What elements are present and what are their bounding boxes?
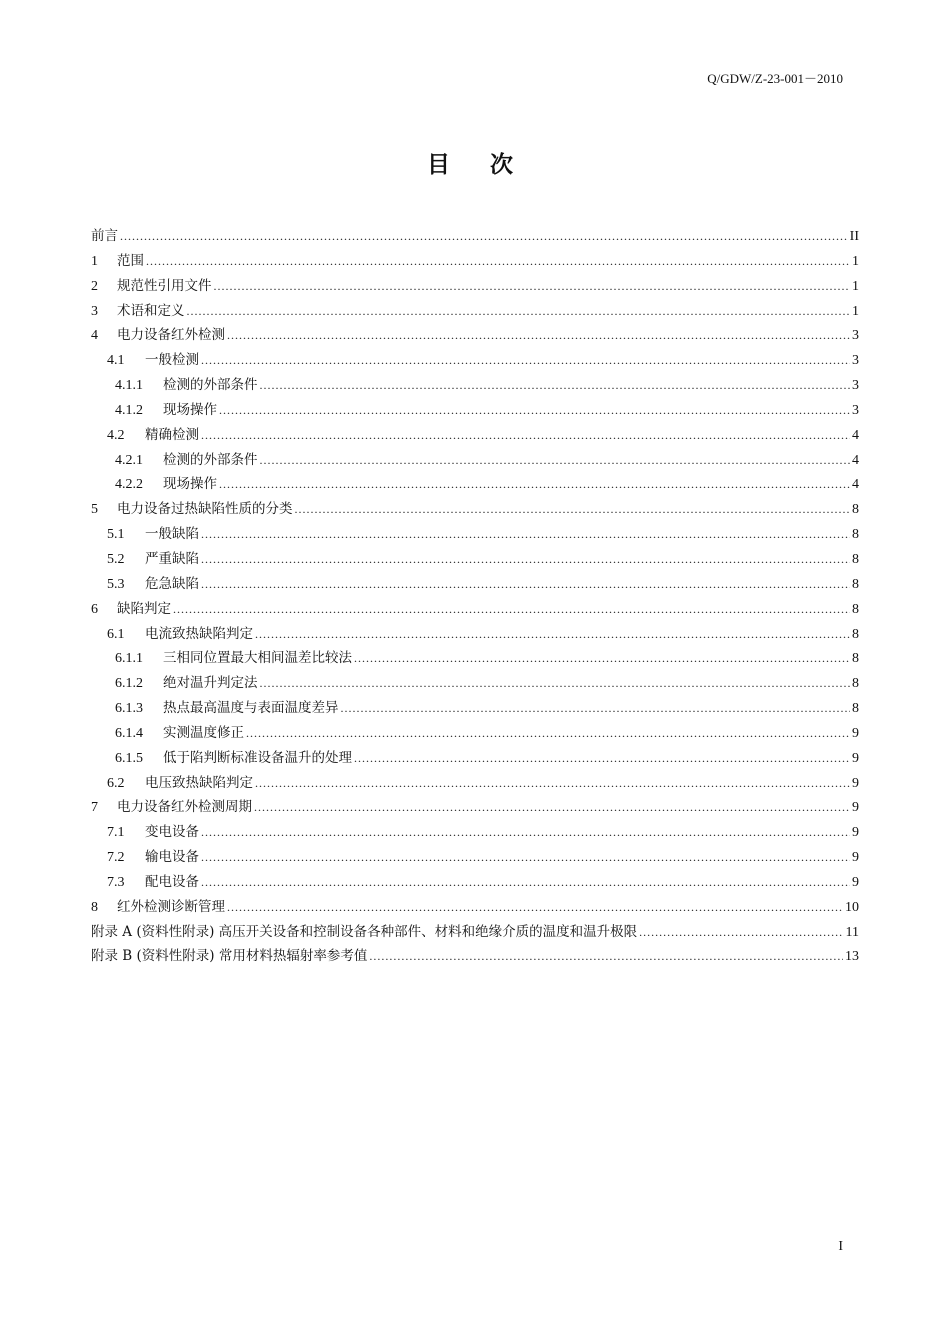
document-code: Q/GDW/Z-23-001－2010 <box>707 71 843 86</box>
toc-entry-page: 9 <box>852 825 859 841</box>
toc-entry-page: 8 <box>852 626 859 642</box>
toc-entry-label: 检测的外部条件 <box>163 377 258 394</box>
dot-leader <box>201 845 850 870</box>
toc-entry-number: 5.2 <box>107 551 125 567</box>
toc-entry-label: 现场操作 <box>163 476 217 493</box>
toc-entry[interactable] <box>91 795 859 820</box>
toc-entry[interactable] <box>91 597 859 622</box>
toc-entry-number: 4.2 <box>107 427 125 443</box>
toc-entry-label: 低于陷判断标准设备温升的处理 <box>163 749 352 766</box>
dot-leader <box>639 920 843 945</box>
dot-leader <box>254 795 850 820</box>
toc-entry-label: 现场操作 <box>163 401 217 418</box>
toc-entry-label: 电压致热缺陷判定 <box>145 774 253 791</box>
dot-leader <box>255 771 850 796</box>
toc-entry-number: 5.1 <box>107 527 125 543</box>
dot-leader <box>341 696 851 721</box>
toc-entry-number: 4 <box>91 328 98 344</box>
toc-entry-label: 术语和定义 <box>117 302 185 319</box>
toc-entry[interactable] <box>91 845 859 870</box>
toc-entry[interactable] <box>91 323 859 348</box>
toc-entry[interactable] <box>91 944 859 969</box>
toc-entry-number: 6.1.2 <box>115 676 143 692</box>
toc-entry-number: 4.1 <box>107 353 125 369</box>
toc-entry[interactable] <box>91 497 859 522</box>
toc-entry-page: 8 <box>852 701 859 717</box>
toc-entry[interactable] <box>91 472 859 497</box>
toc-entry-label: 电力设备红外检测 <box>117 327 225 344</box>
toc-entry-number: 6.1.4 <box>115 725 143 741</box>
toc-entry[interactable] <box>91 423 859 448</box>
toc-entry-page: 8 <box>852 576 859 592</box>
toc-entry-number: 7.2 <box>107 850 125 866</box>
toc-entry-page: 1 <box>852 253 859 269</box>
toc-entry-page: 9 <box>852 874 859 890</box>
toc-entry-number: 1 <box>91 253 98 269</box>
toc-entry-label: 热点最高温度与表面温度差异 <box>163 700 339 717</box>
toc-entry-label: 范围 <box>117 252 144 269</box>
toc-entry-label: 一般检测 <box>145 352 199 369</box>
toc-entry-label: 电力设备过热缺陷性质的分类 <box>117 501 293 518</box>
toc-entry-label: 缺陷判定 <box>117 600 171 617</box>
toc-entry-label: 绝对温升判定法 <box>163 675 258 692</box>
toc-entry[interactable] <box>91 348 859 373</box>
dot-leader <box>246 721 850 746</box>
dot-leader <box>187 299 851 324</box>
table-of-contents <box>91 224 859 969</box>
dot-leader <box>214 274 851 299</box>
toc-entry-label: 红外检测诊断管理 <box>117 898 225 915</box>
toc-entry-page: 4 <box>852 427 859 443</box>
toc-entry-page: 4 <box>852 452 859 468</box>
toc-entry-page: 3 <box>852 402 859 418</box>
toc-entry-label: 附录 B (资料性附录) 常用材料热辐射率参考值 <box>91 948 368 965</box>
dot-leader <box>227 895 843 920</box>
toc-entry[interactable] <box>91 920 859 945</box>
toc-entry-number: 4.2.1 <box>115 452 143 468</box>
toc-entry-page: 9 <box>852 850 859 866</box>
toc-entry-label: 附录 A (资料性附录) 高压开关设备和控制设备各种部件、材料和绝缘介质的温度和温升极限 <box>91 923 638 940</box>
toc-entry-label: 一般缺陷 <box>145 526 199 543</box>
dot-leader <box>201 423 850 448</box>
toc-entry-number: 3 <box>91 303 98 319</box>
toc-entry-label: 严重缺陷 <box>145 550 199 567</box>
toc-entry-number: 7.3 <box>107 874 125 890</box>
page-title: 目次 <box>427 152 553 178</box>
dot-leader <box>219 398 850 423</box>
toc-entry[interactable] <box>91 299 859 324</box>
toc-entry-page: 9 <box>852 725 859 741</box>
toc-entry-label: 电力设备红外检测周期 <box>117 799 252 816</box>
toc-entry[interactable] <box>91 274 859 299</box>
toc-entry-number: 6.1.1 <box>115 651 143 667</box>
dot-leader <box>120 224 848 249</box>
toc-entry-label: 精确检测 <box>145 426 199 443</box>
toc-entry[interactable] <box>91 398 859 423</box>
toc-entry[interactable] <box>91 895 859 920</box>
toc-entry[interactable] <box>91 547 859 572</box>
toc-entry-page: 8 <box>852 551 859 567</box>
toc-entry-number: 4.1.1 <box>115 378 143 394</box>
toc-entry-number: 2 <box>91 278 98 294</box>
toc-entry-label: 前言 <box>91 228 118 244</box>
dot-leader <box>260 671 851 696</box>
dot-leader <box>146 249 850 274</box>
page-number: I <box>838 1239 843 1254</box>
toc-entry-number: 4.2.2 <box>115 477 143 493</box>
toc-entry-number: 6.1 <box>107 626 125 642</box>
toc-entry-number: 5.3 <box>107 576 125 592</box>
toc-entry-label: 变电设备 <box>145 824 199 841</box>
toc-entry-number: 6.1.3 <box>115 701 143 717</box>
toc-entry[interactable] <box>91 820 859 845</box>
toc-entry-page: 1 <box>852 278 859 294</box>
toc-entry[interactable] <box>91 746 859 771</box>
dot-leader <box>173 597 850 622</box>
toc-entry-page: 3 <box>852 378 859 394</box>
toc-entry[interactable] <box>91 721 859 746</box>
toc-entry-page: 4 <box>852 477 859 493</box>
dot-leader <box>201 870 850 895</box>
toc-entry-page: 1 <box>852 303 859 319</box>
dot-leader <box>369 944 843 969</box>
toc-entry-page: 9 <box>852 750 859 766</box>
dot-leader <box>260 448 851 473</box>
toc-entry[interactable] <box>91 696 859 721</box>
dot-leader <box>260 373 851 398</box>
toc-entry[interactable] <box>91 249 859 274</box>
toc-entry-label: 检测的外部条件 <box>163 451 258 468</box>
toc-entry-page: 8 <box>852 502 859 518</box>
toc-entry-page: 9 <box>852 775 859 791</box>
toc-entry[interactable] <box>91 622 859 647</box>
dot-leader <box>201 820 850 845</box>
toc-entry-label: 实测温度修正 <box>163 724 244 741</box>
dot-leader <box>219 472 850 497</box>
toc-entry-page: 8 <box>852 527 859 543</box>
dot-leader <box>295 497 851 522</box>
dot-leader <box>201 348 850 373</box>
toc-entry-number: 6 <box>91 601 98 617</box>
toc-entry-number: 5 <box>91 502 98 518</box>
toc-entry-number: 6.2 <box>107 775 125 791</box>
dot-leader <box>201 522 850 547</box>
toc-entry-label: 电流致热缺陷判定 <box>145 625 253 642</box>
toc-entry[interactable] <box>91 671 859 696</box>
toc-entry[interactable] <box>91 870 859 895</box>
toc-entry-page: 8 <box>852 676 859 692</box>
dot-leader <box>201 572 850 597</box>
toc-entry-page: 3 <box>852 353 859 369</box>
toc-entry[interactable] <box>91 572 859 597</box>
dot-leader <box>227 323 850 348</box>
toc-entry[interactable] <box>91 522 859 547</box>
toc-entry-number: 6.1.5 <box>115 750 143 766</box>
dot-leader <box>354 646 850 671</box>
toc-entry-label: 输电设备 <box>145 849 199 866</box>
toc-entry-number: 4.1.2 <box>115 402 143 418</box>
toc-entry-label: 规范性引用文件 <box>117 277 212 294</box>
toc-entry-label: 危急缺陷 <box>145 575 199 592</box>
toc-entry[interactable] <box>91 646 859 671</box>
toc-entry-page: 8 <box>852 651 859 667</box>
dot-leader <box>255 622 850 647</box>
toc-entry[interactable] <box>91 224 859 249</box>
toc-entry-page: II <box>849 229 859 244</box>
toc-entry-number: 8 <box>91 899 98 915</box>
toc-entry[interactable] <box>91 448 859 473</box>
toc-entry-page: 13 <box>845 949 859 965</box>
dot-leader <box>354 746 850 771</box>
toc-entry[interactable] <box>91 771 859 796</box>
toc-entry-page: 3 <box>852 328 859 344</box>
toc-entry-page: 9 <box>852 800 859 816</box>
toc-entry[interactable] <box>91 373 859 398</box>
toc-entry-page: 10 <box>845 899 859 915</box>
toc-entry-page: 8 <box>852 601 859 617</box>
toc-entry-label: 配电设备 <box>145 873 199 890</box>
dot-leader <box>201 547 850 572</box>
toc-entry-page: 11 <box>845 924 859 940</box>
toc-entry-label: 三相同位置最大相间温差比较法 <box>163 650 352 667</box>
toc-entry-number: 7.1 <box>107 825 125 841</box>
toc-entry-number: 7 <box>91 800 98 816</box>
